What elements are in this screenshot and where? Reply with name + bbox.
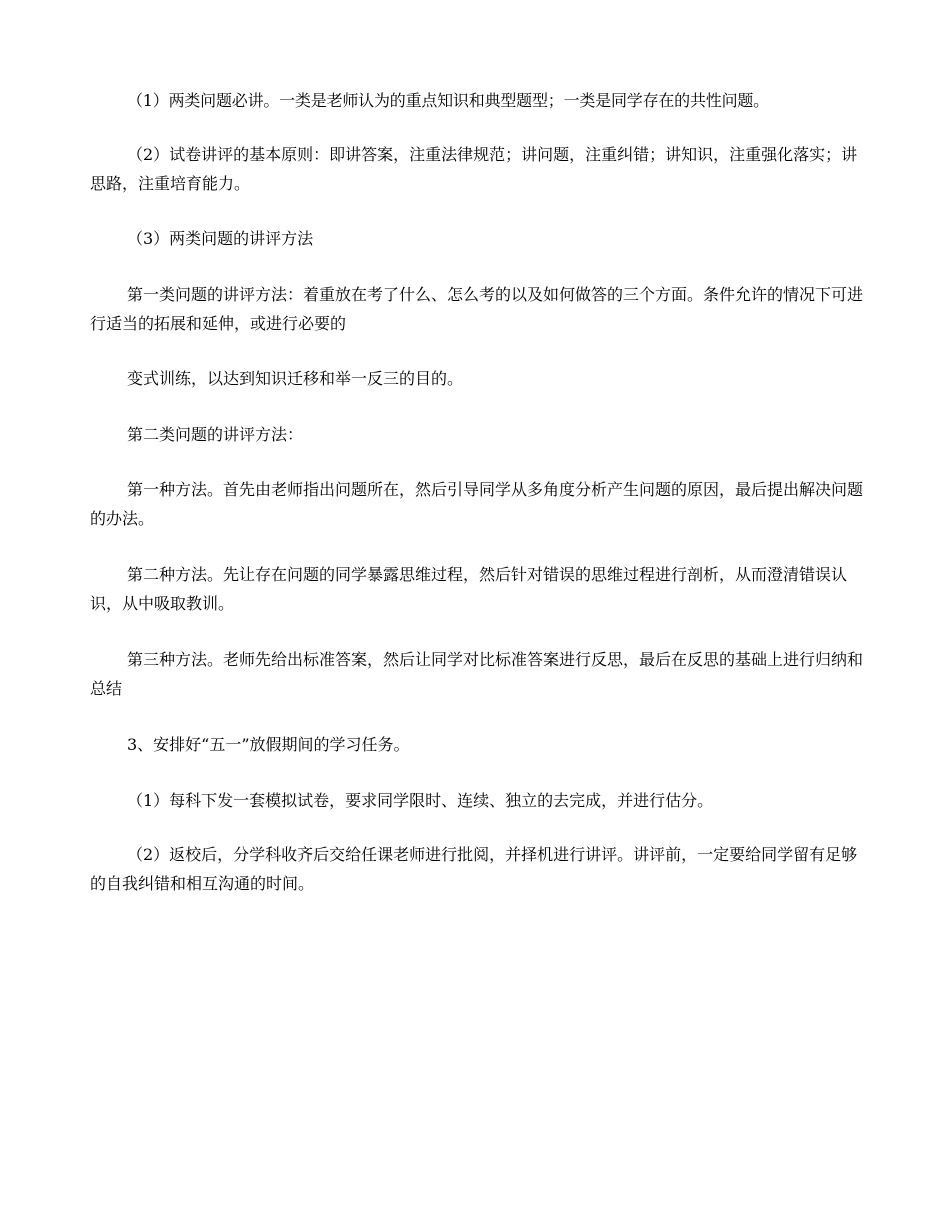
paragraph-variant-training: 变式训练，以达到知识迁移和举一反三的目的。 <box>127 369 464 388</box>
paragraph-principles: （2）试卷讲评的基本原则：即讲答案，注重法律规范；讲问题，注重纠错；讲知识，注重强化落实；讲思路，注重培育能力。 <box>90 145 858 193</box>
paragraph-first-type: 第一类问题的讲评方法：着重放在考了什么、怎么考的以及如何做答的三个方面。条件允许的情况下可进行适当的拓展和延伸，或进行必要的 <box>90 285 864 333</box>
paragraph-mock-exam: （1）每科下发一套模拟试卷，要求同学限时、连续、独立的去完成，并进行估分。 <box>127 791 714 810</box>
paragraph-method-two: 第二种方法。先让存在问题的同学暴露思维过程，然后针对错误的思维过程进行剖析，从而澄清错误认识，从中吸取教训。 <box>90 565 848 613</box>
paragraph-holiday-tasks: 3、安排好“五一”放假期间的学习任务。 <box>127 735 410 754</box>
paragraph-method-three: 第三种方法。老师先给出标准答案，然后让同学对比标准答案进行反思，最后在反思的基础上进行归纳和总结 <box>90 650 864 698</box>
paragraph-must-explain: （1）两类问题必讲。一类是老师认为的重点知识和典型题型；一类是同学存在的共性问题。 <box>127 91 769 110</box>
paragraph-methods-heading: （3）两类问题的讲评方法 <box>127 229 314 248</box>
paragraph-return-review: （2）返校后，分学科收齐后交给任课老师进行批阅，并择机进行讲评。讲评前，一定要给同学留有足够的自我纠错和相互沟通的时间。 <box>90 845 858 893</box>
paragraph-method-one: 第一种方法。首先由老师指出问题所在，然后引导同学从多角度分析产生问题的原因，最后提出解决问题的办法。 <box>90 480 864 528</box>
paragraph-second-type: 第二类问题的讲评方法： <box>127 425 304 444</box>
